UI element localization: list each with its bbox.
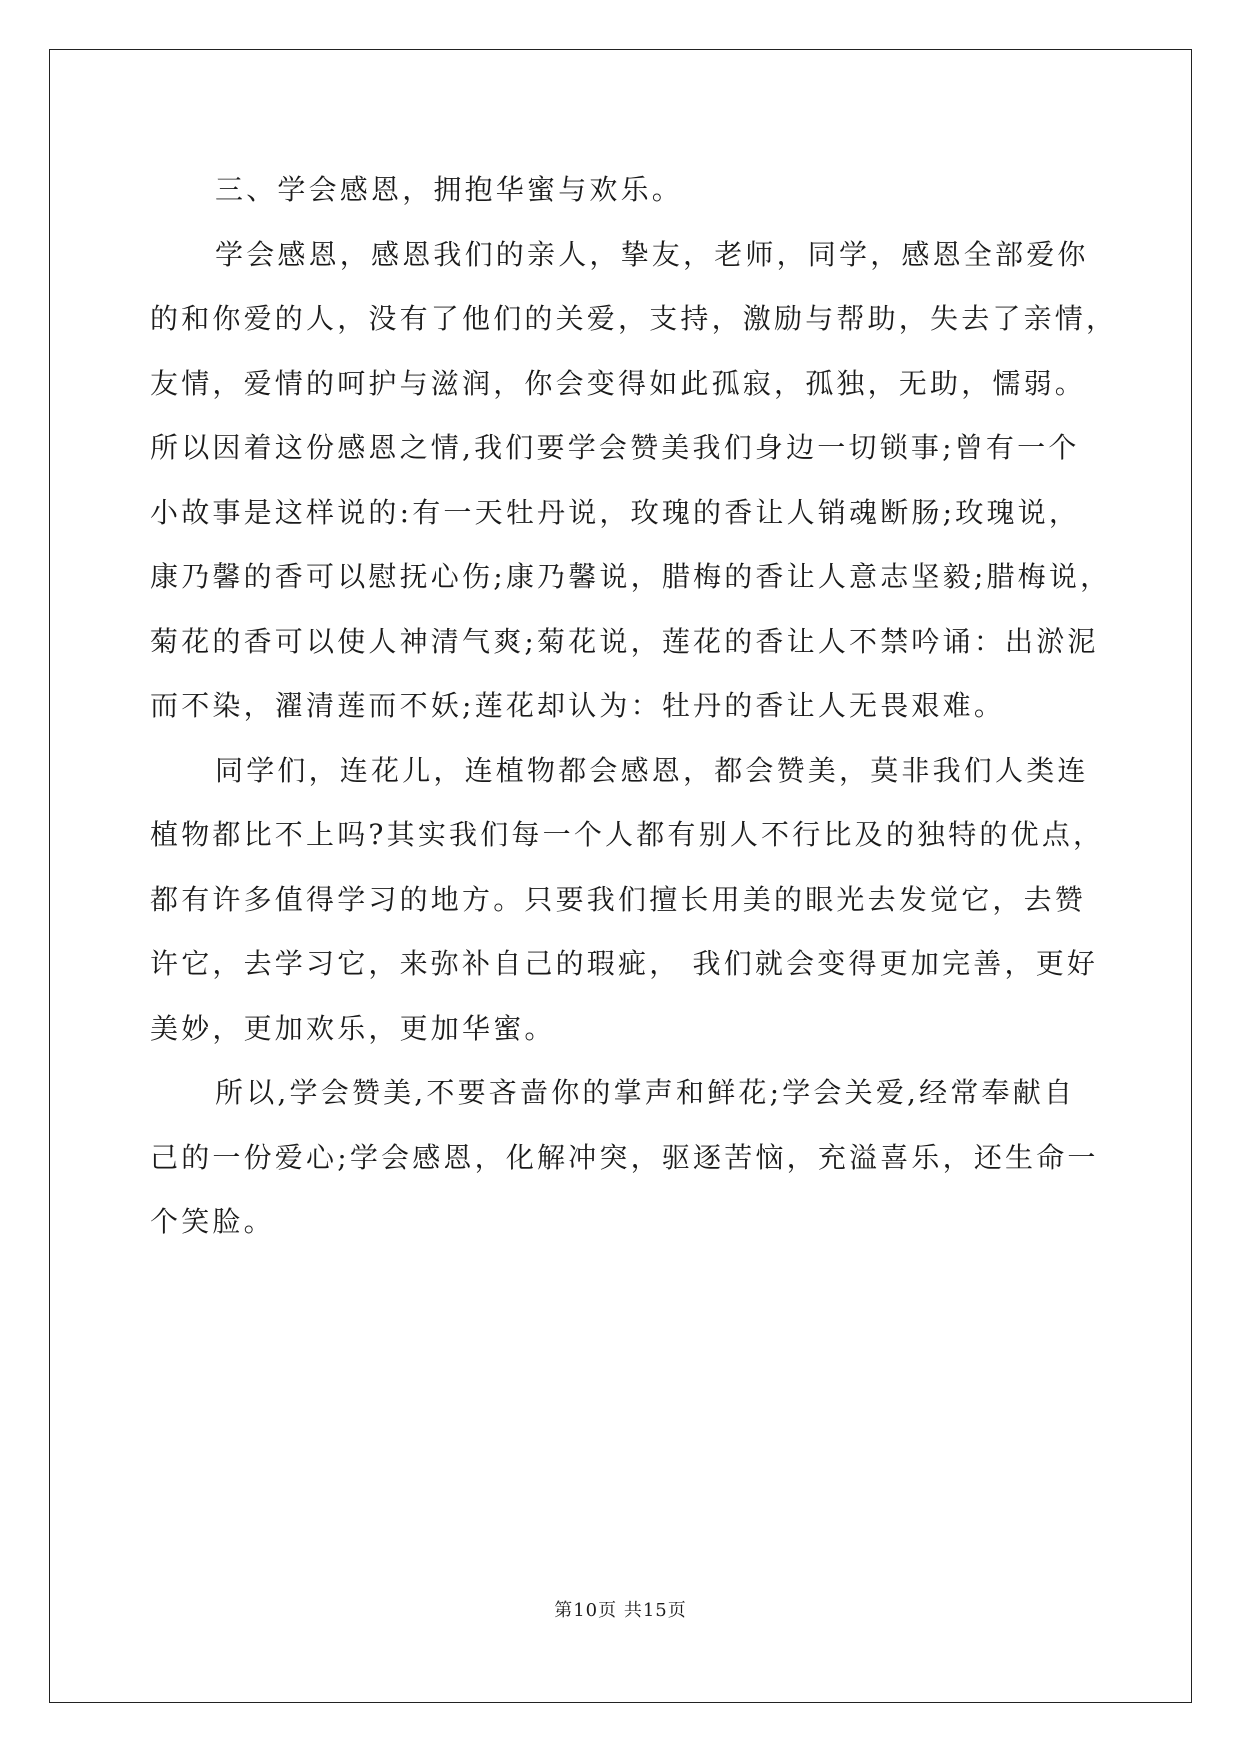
text-line: 己的一份爱心;学会感恩，化解冲突，驱逐苦恼，充溢喜乐，还生命一 [150,1140,1099,1174]
text-line: 小故事是这样说的:有一天牡丹说，玫瑰的香让人销魂断肠;玫瑰说， [150,495,1081,529]
text-line: 所以因着这份感恩之情,我们要学会赞美我们身边一切锁事;曾有一个 [150,431,1080,464]
text-line: 康乃馨的香可以慰抚心伤;康乃馨说，腊梅的香让人意志坚毅;腊梅说， [150,560,1112,593]
text-line: 同学们，连花儿，连植物都会感恩，都会赞美，莫非我们人类连 [215,753,1089,787]
text-line: 而不染，濯清莲而不妖;莲花却认为：牡丹的香让人无畏艰难。 [150,689,1006,722]
text-line: 友情，爱情的呵护与滋润，你会变得如此孤寂，孤独，无助，懦弱。 [150,366,1087,400]
text-line: 所以,学会赞美,不要吝啬你的掌声和鲜花;学会关爱,经常奉献自 [215,1076,1076,1109]
text-line: 都有许多值得学习的地方。只要我们擅长用美的眼光去发觉它，去赞 [150,882,1087,916]
text-line: 美妙，更加欢乐，更加华蜜。 [150,1011,556,1045]
text-line: 许它，去学习它，来弥补自己的瑕疵， 我们就会变得更加完善，更好 [150,947,1099,980]
page-number-footer: 第10页 共15页 [554,1600,687,1621]
document-body [150,158,1118,1255]
text-line: 植物都比不上吗?其实我们每一个人都有别人不行比及的独特的优点， [150,818,1105,851]
text-line: 菊花的香可以使人神清气爽;菊花说，莲花的香让人不禁吟诵：出淤泥 [150,624,1099,658]
text-line: 三、学会感恩，拥抱华蜜与欢乐。 [215,173,684,206]
text-line: 个笑脸。 [150,1205,275,1238]
text-line: 学会感恩，感恩我们的亲人，挚友，老师，同学，感恩全部爱你 [215,237,1089,271]
text-line: 的和你爱的人，没有了他们的关爱，支持，激励与帮助，失去了亲情， [150,302,1118,335]
